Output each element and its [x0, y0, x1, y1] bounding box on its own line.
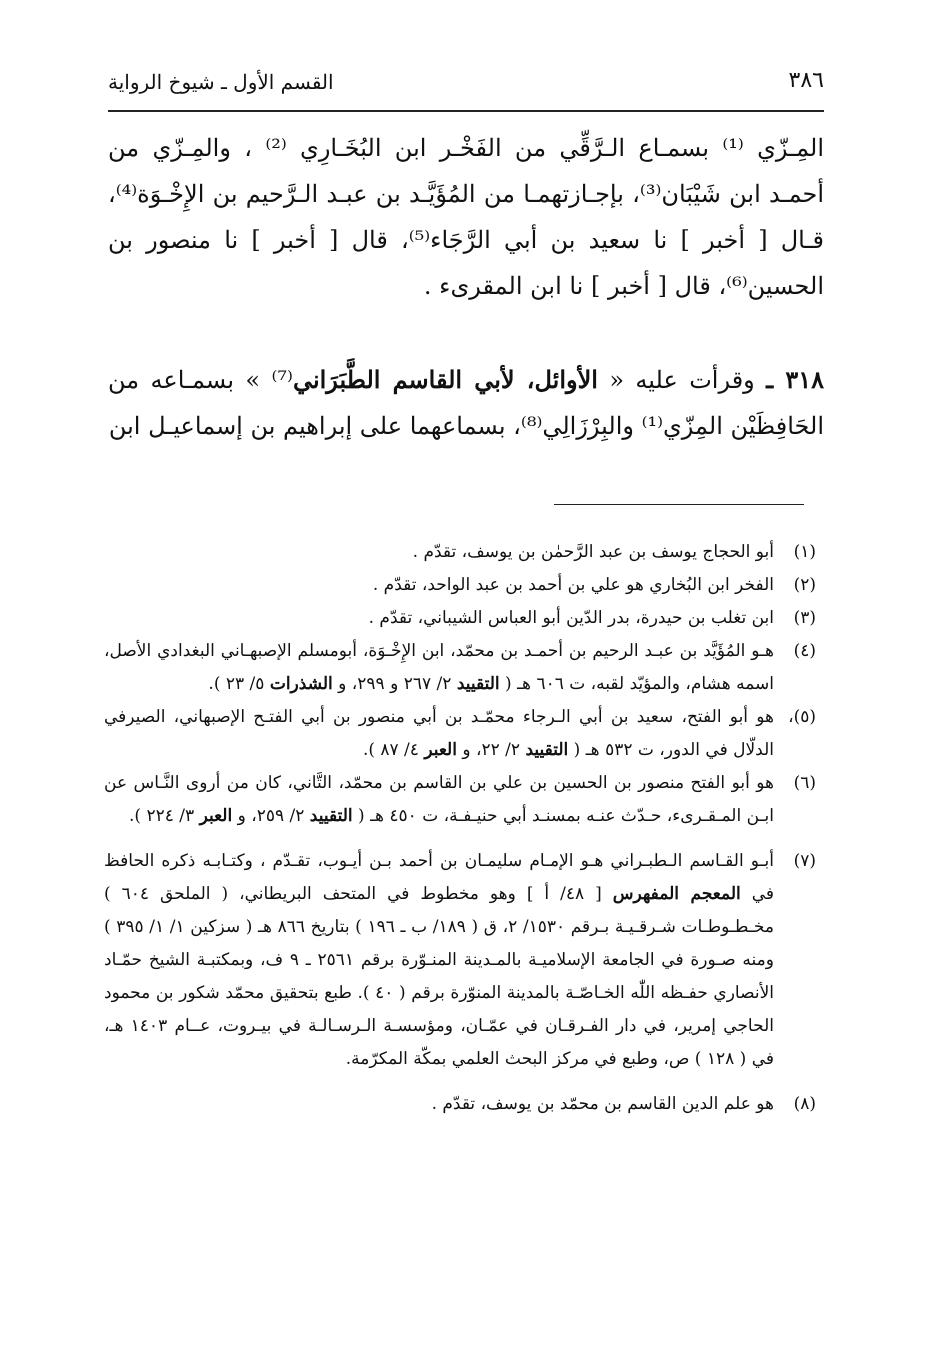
footnote-text: ابن تغلب بن حيدرة، بدر الدّين أبو العباس الشيباني، تقدّم .	[368, 608, 774, 628]
footnote-text: هو علم الدين القاسم بن محمّد بن يوسف، تقدّم .	[431, 1094, 774, 1114]
source-title: التقييد	[456, 674, 500, 694]
section-title: القسم الأول ـ شيوخ الرواية	[108, 70, 334, 94]
header-divider	[108, 110, 824, 112]
footnote-segment: ٤/ ٨٧ ).	[362, 740, 425, 760]
paragraph-rest: ⁽⁷⁾ » بسمـاعه من الحَافِظَيْن المِزّي⁽¹⁾ والبِرْزَالِي⁽⁸⁾، بسماعهما على إبراهيم بن إسماعيـل ابن	[108, 366, 824, 440]
footnote-segment: هـو المُؤَيَّد بن عبـد الرحيم بن أحمـد بن محمّد، ابن الإِخْـوَة، أبومسلم الإصبهـاني البغدادي الأصل، اسمه هشام، والمؤيّد لقبه، ت ٦٠٦ هـ (	[104, 641, 774, 694]
footnote-text	[104, 767, 774, 833]
source-title: العبر	[199, 806, 233, 826]
footnotes	[104, 536, 816, 1121]
footnote-segment: ٥/ ٢٣ ).	[208, 674, 270, 694]
page-header	[108, 66, 824, 100]
page-number: ٣٨٦	[788, 68, 824, 93]
footnote-number: (٥)،	[788, 707, 816, 727]
paragraph-318	[108, 357, 824, 449]
source-title: المعجم المفهرس	[612, 884, 741, 904]
paragraph-lead: وقرأت عليه «	[597, 366, 767, 394]
footnote-segment: ٢/ ٢٦٧ و ٢٩٩، و	[332, 674, 457, 694]
footnote-6	[104, 767, 816, 833]
source-title: الشذرات	[269, 674, 333, 694]
footnote-segment: أبـو القـاسم الـطبـراني هـو الإمـام سليمـان بن أحمد بـن أيـوب، تقـدّم ، وكتـابـه ذكره الحافظ في	[104, 851, 775, 904]
footnote-4	[104, 635, 816, 701]
footnote-text	[104, 845, 774, 1076]
footnote-text: الفخر ابن البُخاري هو علي بن أحمد بن عبد الواحد، تقدّم .	[372, 575, 774, 595]
source-title: العبر	[424, 740, 457, 760]
source-title: التقييد	[309, 806, 353, 826]
footnote-number: (٣)	[793, 608, 816, 628]
paragraph-continuation: المِـزّي ⁽¹⁾ بسمـاع الـرَّقِّي من الفَخْـر ابن البُخَـارِي ⁽²⁾ ، والمِـزّي من أحمـد ابن شَيْبَان⁽³⁾، بإجـازتهمـا من المُؤَيَّـد بن عبـد الـرَّحيم بن الإِخْـوَة⁽⁴⁾، قـال [ أخبر ] نا سعيد بن أبي الرَّجَاء⁽⁵⁾، قال [ أخبر ] نا منصور بن الحسين⁽⁶⁾، قال [ أخبر ] نا ابن المقرىء .	[108, 134, 824, 300]
footnote-divider	[554, 504, 804, 505]
footnote-segment: هو أبو الفتح، سعيد بن أبي الـرجاء محمّـد بن أبي منصور بن أبي الفتـح الإصبهاني، الصيرفي الدلّال في الدور، ت ٥٣٢ هـ (	[104, 707, 775, 760]
footnote-number: (٨)	[793, 1094, 816, 1114]
entry-number: ٣١٨ ـ	[766, 365, 825, 394]
footnote-segment: ٣/ ٢٢٤ ).	[129, 806, 200, 826]
footnote-number: (١)	[793, 542, 816, 562]
footnote-number: (٢)	[793, 575, 816, 595]
footnote-text	[104, 635, 774, 701]
footnote-7	[104, 845, 816, 1076]
source-title: التقييد	[525, 740, 569, 760]
footnote-number: (٦)	[793, 773, 816, 793]
footnote-number: (٧)	[793, 851, 816, 871]
footnote-text	[104, 701, 774, 767]
footnote-segment: هو أبو الفتح منصور بن الحسين بن علي بن القاسم بن محمّد، التَّاني، كان من أروى النَّـاس عن ابـن المـقـرىء، حـدّث عنـه بمسنـد أبي حنيـفـة، ت ٤٥٠ هـ (	[104, 773, 774, 826]
footnote-2	[104, 569, 816, 602]
footnote-segment: ٢/ ٢٢، و	[456, 740, 526, 760]
footnote-number: (٤)	[793, 641, 816, 661]
book-title: الأوائل، لأبي القاسم الطَّبَرَاني	[292, 365, 598, 394]
footnote-segment: [ ٤٨/ أ ] وهو مخطوط في المتحف البريطاني، ( الملحق ٦٠٤ ) مخـطـوطـات شـرقـيـة بـرقم ١٥٣٠/ ٢، ق ( ١٨٩/ ب ـ ١٩٦ ) بتاريخ ٨٦٦ هـ ( سزكين ١/ ١/ ٣٩٥ ) ومنه صـورة في الجامعة الإسلاميـة بالمـدينة المنـوّرة برقم ٢٥٦١ ـ ٩ ف، وبمكتبـة الشيخ حمّـاد الأنصاري حفـظه اللّٰه الخـاصّـة بالمدينة المنوّرة برقم ( ٤٠ ). طبع بتحقيق محمّد شكور بن محمود الحاجي إمرير، في دار الفـرقـان في عمّـان، ومؤسسـة الـرسـالـة في بيـروت، عــام ١٤٠٣ هـ، في ( ١٢٨ ) ص، وطبع في مركز البحث العلمي بمكّة المكرّمة.	[104, 884, 774, 1069]
footnote-text: أبو الحجاج يوسف بن عبد الرَّحمٰن بن يوسف، تقدّم .	[412, 542, 774, 562]
footnote-3	[104, 602, 816, 635]
footnote-segment: ٢/ ٢٥٩، و	[232, 806, 310, 826]
footnote-1	[104, 536, 816, 569]
footnote-8	[104, 1088, 816, 1121]
footnote-5	[104, 701, 816, 767]
